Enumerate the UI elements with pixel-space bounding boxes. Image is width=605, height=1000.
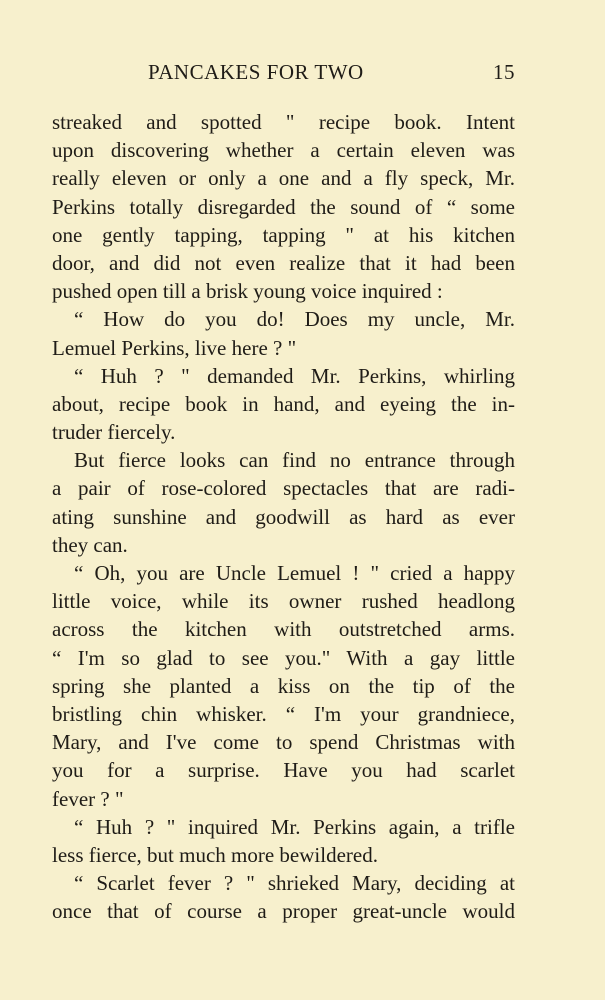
book-page [52, 60, 515, 925]
text-line: you for a surprise. Have you had scarlet [52, 758, 515, 783]
text-line: “ Scarlet fever ? " shrieked Mary, deciding at [74, 871, 515, 896]
text-line: they can. [52, 532, 128, 557]
text-line: spring she planted a kiss on the tip of the [52, 673, 515, 698]
page-number: 15 [493, 60, 515, 84]
text-line: “ I'm so glad to see you." With a gay little [52, 645, 515, 670]
text-line: little voice, while its owner rushed headlong [52, 589, 515, 614]
text-line: Lemuel Perkins, live here ? " [52, 335, 297, 360]
text-line: “ Huh ? " inquired Mr. Perkins again, a trifle [74, 814, 515, 839]
text-line: across the kitchen with outstretched arms. [52, 617, 515, 642]
body-text [52, 108, 515, 925]
text-line: “ Huh ? " demanded Mr. Perkins, whirling [74, 363, 515, 388]
text-line: “ Oh, you are Uncle Lemuel ! " cried a happy [74, 561, 515, 585]
text-line: a pair of rose-colored spectacles that are radi- [52, 476, 515, 501]
text-line: truder fiercely. [52, 420, 176, 445]
text-line: less fierce, but much more bewildered. [52, 842, 378, 867]
text-line: one gently tapping, tapping " at his kitchen [52, 222, 515, 247]
text-line: Mary, and I've come to spend Christmas with [52, 730, 515, 755]
text-line: But fierce looks can find no entrance through [74, 448, 515, 473]
text-line: door, and did not even realize that it had been [52, 250, 515, 275]
text-line: bristling chin whisker. “ I'm your grandniece, [52, 701, 515, 726]
running-head [52, 60, 515, 92]
text-line: pushed open till a brisk young voice inquired : [52, 279, 443, 304]
text-line: “ How do you do! Does my uncle, Mr. [74, 307, 515, 332]
text-line: streaked and spotted " recipe book. Intent [52, 110, 515, 134]
running-title: PANCAKES FOR TWO [148, 60, 364, 84]
text-line: ating sunshine and goodwill as hard as ever [52, 504, 515, 529]
text-line: fever ? " [52, 786, 124, 811]
text-line: upon discovering whether a certain eleven was [52, 138, 515, 163]
text-line: Perkins totally disregarded the sound of “ some [52, 194, 515, 219]
text-line: about, recipe book in hand, and eyeing the in- [52, 391, 515, 416]
text-line: really eleven or only a one and a fly speck, Mr. [52, 166, 515, 191]
text-line: once that of course a proper great-uncle would [52, 899, 515, 924]
